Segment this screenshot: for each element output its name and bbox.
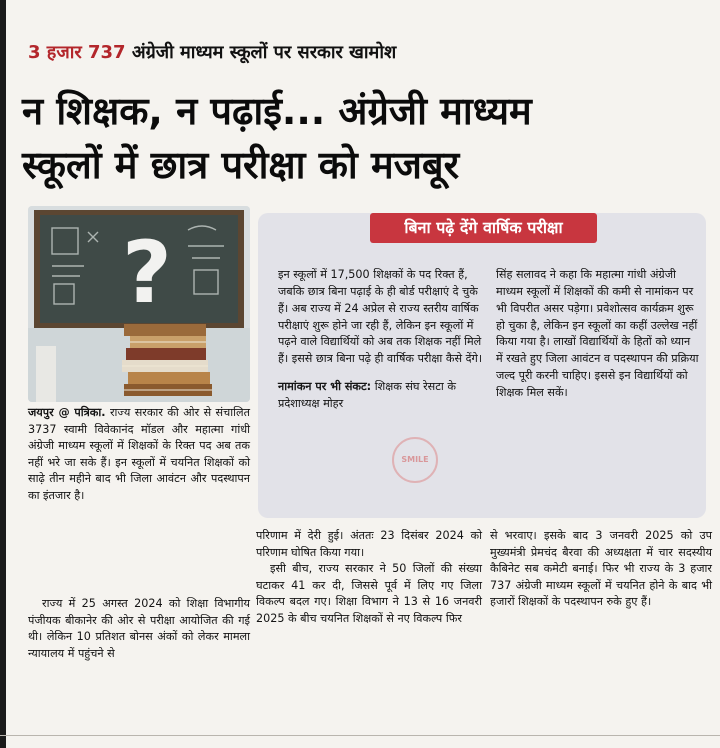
column-1-para-2: राज्य में 25 अगस्त 2024 को शिक्षा विभागीय पंजीयक बीकानेर की ओर से परीक्षा आयोजित की गई थी। लेकिन 10 प्रतिशत बोनस अंकों को लेकर मामला न्यायालय में पहुंचने से xyxy=(28,597,250,660)
column-2-para-1: परिणाम में देरी हुई। अंततः 23 दिसंबर 2024 को परिणाम घोषित किया गया। xyxy=(256,529,482,559)
article-column-1 xyxy=(28,405,250,505)
left-border xyxy=(0,0,6,748)
article-column-1-para-2 xyxy=(28,596,250,662)
kicker-line xyxy=(28,40,396,64)
info-box-title: बिना पढ़े देंगे वार्षिक परीक्षा xyxy=(370,213,597,243)
kicker-text: अंग्रेजी माध्यम स्कूलों पर सरकार खामोश xyxy=(131,42,397,63)
headline-line-2: स्कूलों में छात्र परीक्षा को मजबूर xyxy=(22,143,460,187)
smile-watermark: SMILE xyxy=(392,437,438,483)
column-2-para-2: इसी बीच, राज्य सरकार ने 50 जिलों की संख्या घटाकर 41 कर दी, जिससे पूर्व में लिए गए जिला विकल्प बदल गए। शिक्षा विभाग ने 13 से 16 जनवरी 2025 के बीच चयनित शिक्षकों से नए विकल्प फिर xyxy=(256,562,482,625)
article-column-3 xyxy=(490,528,712,611)
info-box-left-para: इन स्कूलों में 17,500 शिक्षकों के पद रिक्त हैं, जबकि छात्र बिना पढ़ाई के ही बोर्ड परीक्षाएं दे चुके हैं। अब राज्य में 24 अप्रेल से राज्य स्तरीय वार्षिक परीक्षाएं शुरू होने जा रही हैं, लेकिन इन स्कूलों में पढ़ने वाले विद्यार्थियों को अब तक शिक्षक नहीं मिले हैं। इससे छात्र बिना पढ़े ही वार्षिक परीक्षा कैसे देंगे। xyxy=(278,268,483,366)
kicker-highlight: 3 हजार 737 xyxy=(28,42,126,63)
svg-text:?: ? xyxy=(122,223,172,323)
dateline: जयपुर @ पत्रिका. xyxy=(28,406,106,419)
headline-line-1: न शिक्षक, न पढ़ाई... अंग्रेजी माध्यम xyxy=(22,89,532,133)
column-1-intro: राज्य सरकार की ओर से संचालित 3737 स्वामी विवेकानंद मॉडल और महात्मा गांधी अंग्रेजी माध्यम स्कूलों में शिक्षकों के रिक्त पद अब तक नहीं भरे जा सके हैं। इन स्कूलों में चयनित शिक्षकों को साढ़े तीन महीने बाद भी जिला आवंटन और पदस्थापन का इंतजार है। xyxy=(28,406,250,502)
article-column-2 xyxy=(256,528,482,628)
info-box-left-tail: शिक्षक संघ रेसटा के प्रदेशाध्यक्ष मोहर xyxy=(278,380,456,410)
chalkboard-books-photo xyxy=(28,206,250,402)
chalkboard-illustration xyxy=(28,206,250,402)
info-box-left-column xyxy=(278,256,484,424)
bottom-rule xyxy=(0,735,720,736)
info-box-right-column xyxy=(496,256,700,413)
column-3-para-1: से भरवाए। इसके बाद 3 जनवरी 2025 को उप मुख्यमंत्री प्रेमचंद बैरवा की अध्यक्षता में चार सदस्यीय कैबिनेट सब कमेटी बनाई। फिर भी राज्य के 3 हजार 737 अंग्रेजी माध्यम स्कूलों में चयनित होने के बाद भी हजारों शिक्षकों के पदस्थापन रुके हुए हैं। xyxy=(490,529,712,609)
info-box-right-para: सिंह सलावद ने कहा कि महात्मा गांधी अंग्रेजी माध्यम स्कूलों में शिक्षकों की कमी से नामांकन पर भी विपरीत असर पड़ेगा। प्रवेशोत्सव कार्यक्रम शुरू हो चुका है, लेकिन इन स्कूलों का कहीं उल्लेख नहीं किया गया है। लाखों विद्यार्थियों के हितों को ध्यान में रखते हुए जिला आवंटन व पदस्थापन की प्रक्रिया जल्द पूरी करनी चाहिए। इससे इन विद्यार्थियों को शिक्षक मिल सकें। xyxy=(496,268,699,399)
headline xyxy=(22,84,712,192)
enrolment-crisis-subhead: नामांकन पर भी संकट: xyxy=(278,380,372,394)
